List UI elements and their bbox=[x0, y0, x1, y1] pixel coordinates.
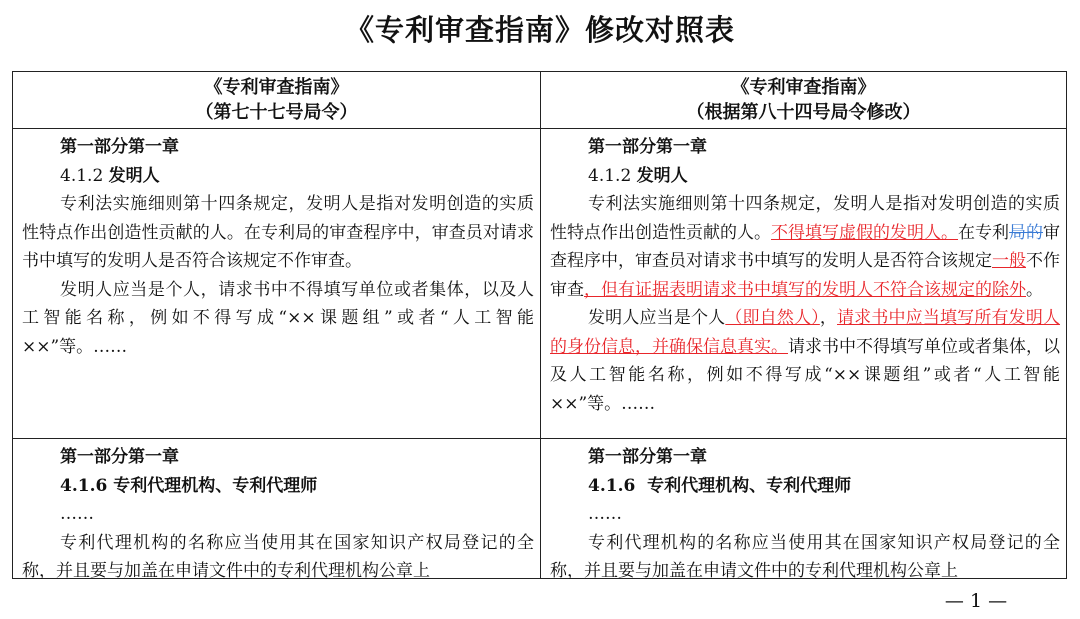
ellipsis: …… bbox=[60, 504, 94, 524]
inserted-text: 请求书中应当填写所有发明人的身份信息，并确保信息真实。 bbox=[550, 308, 1061, 357]
ellipsis: …… bbox=[588, 504, 622, 524]
text-segment: 审查程序中，审查员对请求书中填写的发明人是否符合该规定 bbox=[550, 222, 1060, 271]
left-header-title: 《专利审查指南》 bbox=[204, 77, 349, 98]
paragraph-1: 专利代理机构的名称应当使用其在国家知识产权局登记的全称，并且要与加盖在申请文件中的专利代理机构公章上 bbox=[550, 532, 1060, 579]
right-column-header bbox=[541, 72, 1066, 128]
comparison-table bbox=[12, 71, 1067, 579]
row2-left-cell bbox=[13, 439, 540, 579]
inserted-text: 不得填写虚假的发明人。 bbox=[771, 222, 958, 243]
subsection-number: 4.1.2 bbox=[60, 165, 104, 186]
section-heading: 第一部分第一章 bbox=[588, 137, 707, 157]
right-header-title: 《专利审查指南》 bbox=[731, 77, 876, 98]
deleted-text: 局的 bbox=[1009, 222, 1043, 243]
text-segment: ， bbox=[819, 308, 838, 328]
inserted-text: （即自然人） bbox=[725, 308, 820, 328]
text-segment: 不作审查 bbox=[550, 251, 1060, 300]
left-header-subtitle: （第七十七号局令） bbox=[195, 102, 358, 123]
paragraph-1 bbox=[550, 190, 1060, 304]
subsection-heading bbox=[22, 162, 534, 191]
section-heading: 第一部分第一章 bbox=[588, 447, 707, 467]
subsection-title: 发明人 bbox=[108, 165, 160, 186]
subsection-heading bbox=[550, 472, 1060, 501]
subsection-heading bbox=[550, 162, 1060, 191]
right-header-subtitle: （根据第八十四号局令修改） bbox=[686, 102, 921, 123]
paragraph-1: 专利法实施细则第十四条规定，发明人是指对发明创造的实质性特点作出创造性贡献的人。在专利局的审查程序中，审查员对请求书中填写的发明人是否符合该规定不作审查。 bbox=[22, 194, 534, 271]
left-column-header bbox=[13, 72, 540, 128]
row2-right-cell bbox=[541, 439, 1066, 579]
text-segment: 。 bbox=[1026, 279, 1043, 300]
text-segment: 专利法实施细则第十四条规定，发明人是指对发明创造的实质性特点作出创造性贡献的人。 bbox=[550, 194, 1060, 243]
subsection-number: 4.1.2 bbox=[588, 165, 632, 186]
paragraph-1: 专利代理机构的名称应当使用其在国家知识产权局登记的全称，并且要与加盖在申请文件中的专利代理机构公章上 bbox=[22, 532, 534, 579]
inserted-text: 一般 bbox=[992, 251, 1026, 271]
section-heading: 第一部分第一章 bbox=[60, 447, 179, 467]
page-number: — 1 — bbox=[944, 590, 1008, 612]
subsection-heading bbox=[22, 472, 534, 501]
text-segment: 在专利 bbox=[958, 222, 1009, 243]
row1-right-cell bbox=[541, 129, 1066, 438]
subsection-title: 4.1.6 专利代理机构、专利代理师 bbox=[60, 475, 318, 496]
paragraph-2: 发明人应当是个人，请求书中不得填写单位或者集体，以及人工智能名称，例如不得写成“××课题组”或者“人工智能××”等。…… bbox=[22, 279, 534, 357]
document-title: 《专利审查指南》修改对照表 bbox=[344, 13, 735, 47]
section-heading: 第一部分第一章 bbox=[60, 137, 179, 157]
subsection-title: 4.1.6 专利代理机构、专利代理师 bbox=[588, 475, 852, 496]
text-segment: 发明人应当是个人 bbox=[588, 308, 726, 328]
subsection-title: 发明人 bbox=[636, 165, 688, 186]
text-segment: 请求书中不得填写单位或者集体，以及人工智能名称，例如不得写成“××课题组”或者“人工智能××”等。…… bbox=[550, 336, 1060, 414]
inserted-text: ，但有证据表明请求书中填写的发明人不符合该规定的除外 bbox=[584, 279, 1026, 300]
paragraph-2 bbox=[550, 304, 1060, 418]
row1-left-cell bbox=[13, 129, 540, 438]
